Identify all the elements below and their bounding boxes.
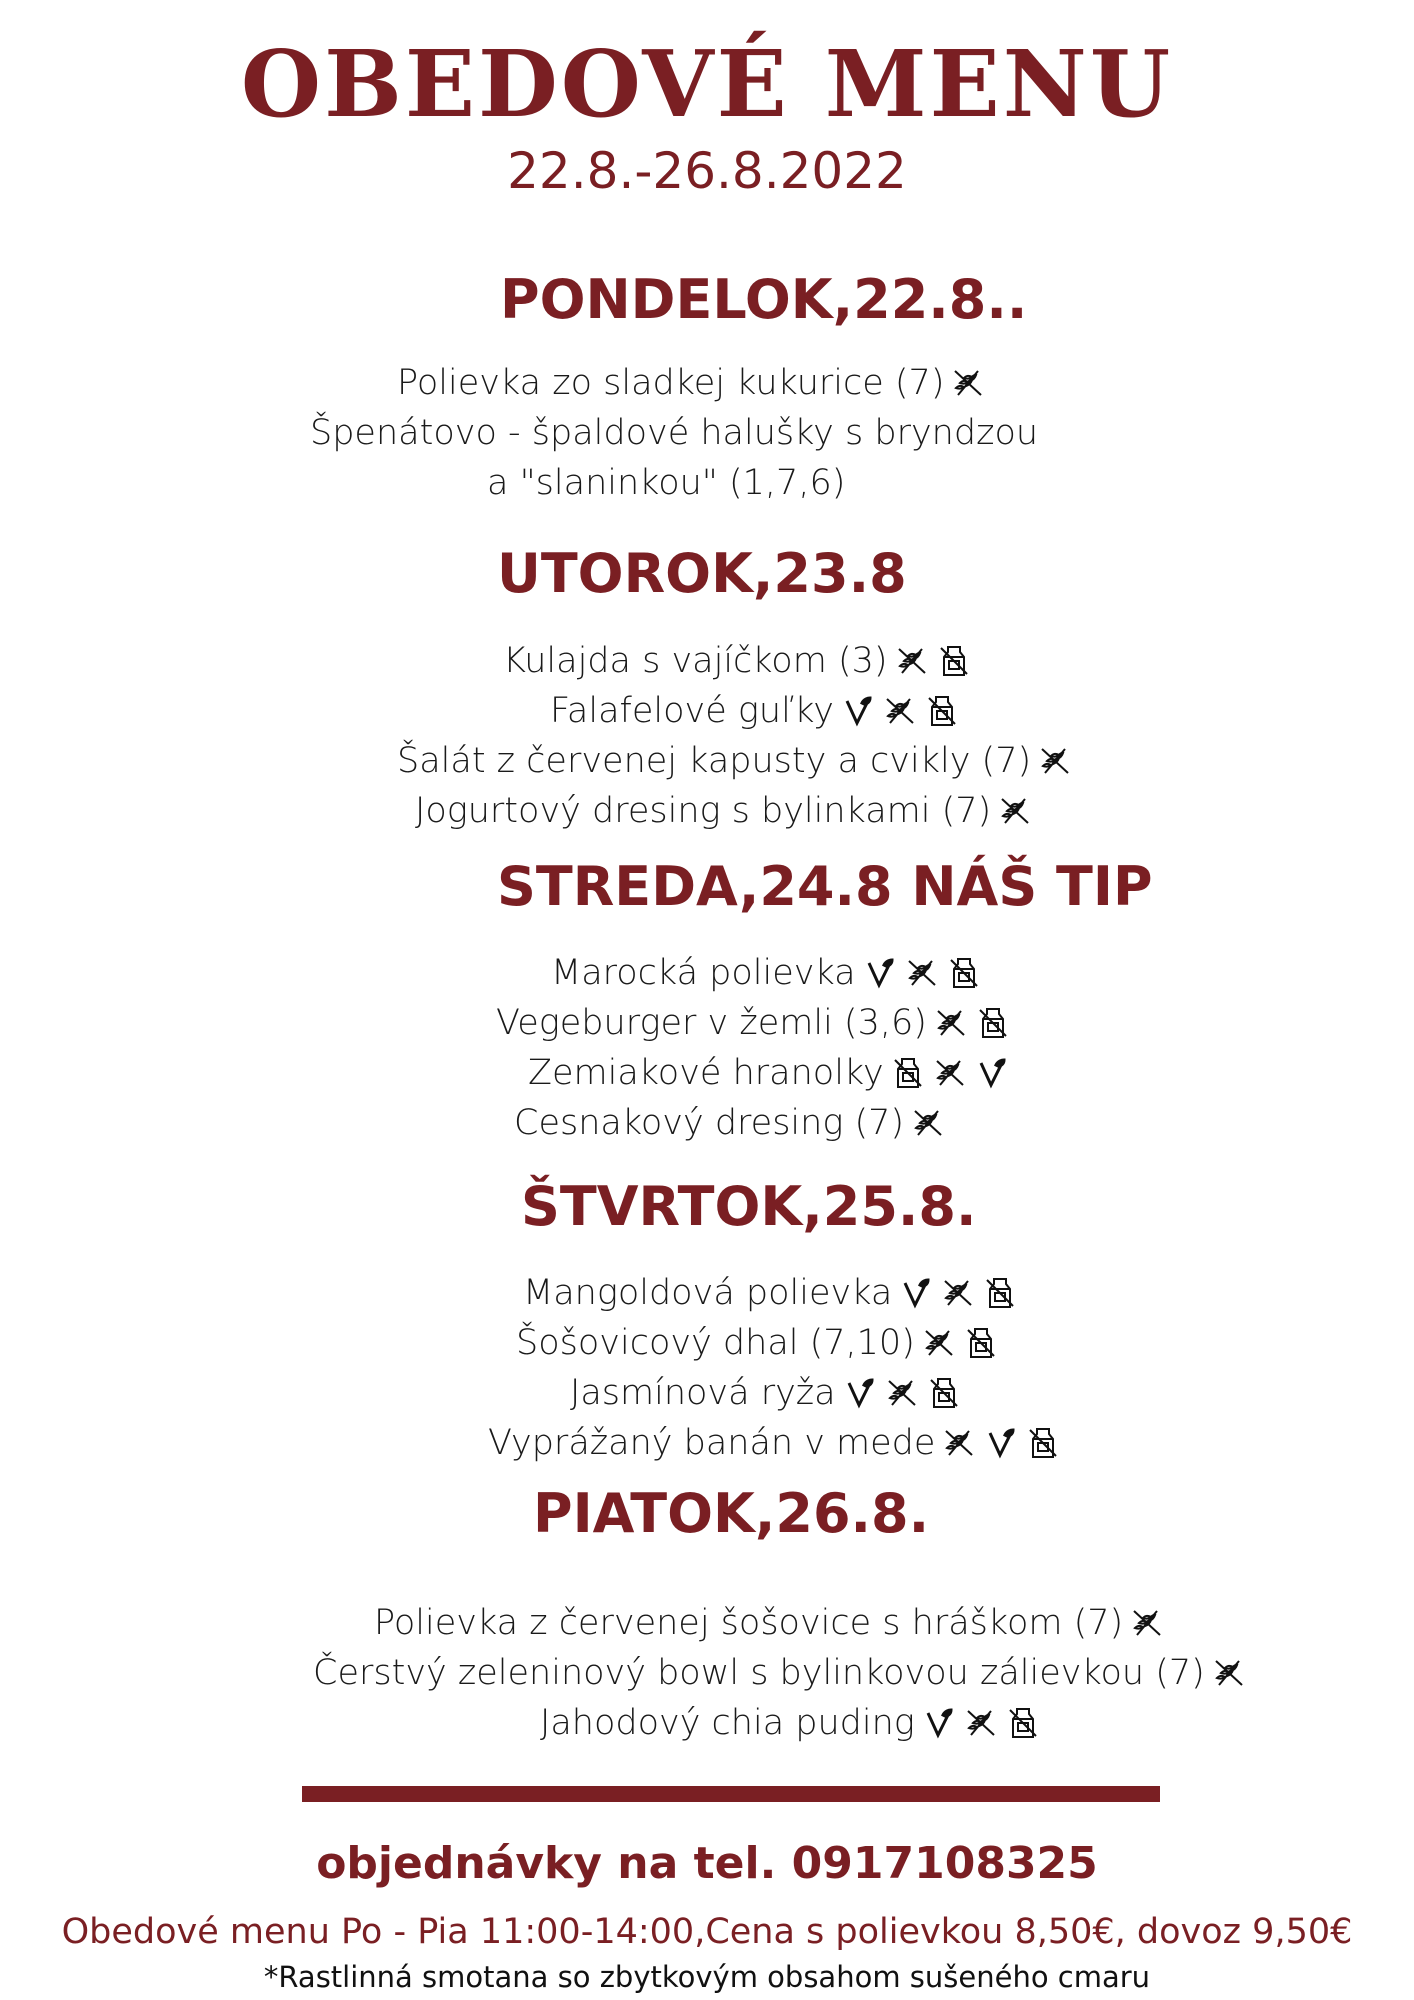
vegan-icon: [974, 1055, 1010, 1091]
menu-item: Mangoldová polievka: [523, 1272, 1018, 1313]
lactose-free-icon: [975, 1005, 1011, 1041]
menu-dates: 22.8.-26.8.2022: [507, 142, 907, 200]
gluten-free-icon: [963, 1705, 999, 1741]
vegan-icon: [921, 1705, 957, 1741]
gluten-free-icon: [1129, 1605, 1165, 1641]
order-phone: objednávky na tel. 0917108325: [316, 1838, 1098, 1889]
menu-item: Polievka z červenej šošovice s hráškom (7): [374, 1602, 1165, 1643]
gluten-free-icon: [894, 643, 930, 679]
vegan-icon: [842, 1375, 878, 1411]
gluten-free-icon: [933, 1005, 969, 1041]
gluten-free-icon: [941, 1425, 977, 1461]
day-heading: STREDA,24.8 NÁŠ TIP: [497, 855, 1153, 918]
day-heading: ŠTVRTOK,25.8.: [521, 1175, 977, 1238]
lactose-free-icon: [924, 693, 960, 729]
lactose-free-icon: [936, 643, 972, 679]
footnote: *Rastlinná smotana so zbytkovým obsahom sušeného cmaru: [263, 1960, 1151, 1994]
gluten-free-icon: [932, 1055, 968, 1091]
vegan-icon: [862, 955, 898, 991]
menu-item: Polievka zo sladkej kukurice (7): [397, 362, 986, 403]
gluten-free-icon: [882, 693, 918, 729]
lactose-free-icon: [946, 955, 982, 991]
lactose-free-icon: [963, 1325, 999, 1361]
menu-item: Kulajda s vajíčkom (3): [503, 640, 972, 681]
menu-item: Špenátovo - špaldové halušky s bryndzou: [310, 413, 1039, 453]
menu-item: Šošovicový dhal (7,10): [516, 1322, 999, 1363]
menu-item: Zemiakové hranolky: [528, 1052, 1010, 1093]
vegan-icon: [898, 1275, 934, 1311]
lactose-free-icon: [1025, 1425, 1061, 1461]
menu-item: Vegeburger v žemli (3,6): [496, 1002, 1011, 1043]
day-heading: UTOROK,23.8: [497, 542, 907, 605]
gluten-free-icon: [997, 793, 1033, 829]
gluten-free-icon: [940, 1275, 976, 1311]
gluten-free-icon: [910, 1105, 946, 1141]
menu-item: Cesnakový dresing (7): [514, 1102, 946, 1143]
gluten-free-icon: [950, 365, 986, 401]
menu-title: OBEDOVÉ MENU: [240, 30, 1174, 138]
vegan-icon: [983, 1425, 1019, 1461]
menu-item: Vyprážaný banán v mede: [488, 1422, 1061, 1463]
lactose-free-icon: [890, 1055, 926, 1091]
menu-item: Jahodový chia puding: [540, 1702, 1041, 1743]
menu-item: Čerstvý zeleninový bowl s bylinkovou zálievkou (7): [313, 1652, 1247, 1693]
menu-item: Jogurtový dresing s bylinkami (7): [415, 790, 1033, 831]
divider: [302, 1786, 1160, 1802]
lactose-free-icon: [982, 1275, 1018, 1311]
day-heading: PONDELOK,22.8..: [500, 268, 1028, 331]
menu-item: Marocká polievka: [551, 952, 982, 993]
gluten-free-icon: [904, 955, 940, 991]
lactose-free-icon: [926, 1375, 962, 1411]
lactose-free-icon: [1005, 1705, 1041, 1741]
menu-item: Falafelové guľky: [550, 690, 960, 731]
gluten-free-icon: [884, 1375, 920, 1411]
gluten-free-icon: [1037, 743, 1073, 779]
menu-item: Šalát z červenej kapusty a cvikly (7): [397, 740, 1073, 781]
menu-item: Jasmínová ryža: [570, 1372, 962, 1413]
gluten-free-icon: [921, 1325, 957, 1361]
day-heading: PIATOK,26.8.: [533, 1482, 930, 1545]
vegan-icon: [840, 693, 876, 729]
menu-item: a "slaninkou" (1,7,6): [487, 463, 846, 503]
gluten-free-icon: [1211, 1655, 1247, 1691]
hours-price: Obedové menu Po - Pia 11:00-14:00,Cena s polievkou 8,50€, dovoz 9,50€: [61, 1912, 1353, 1952]
